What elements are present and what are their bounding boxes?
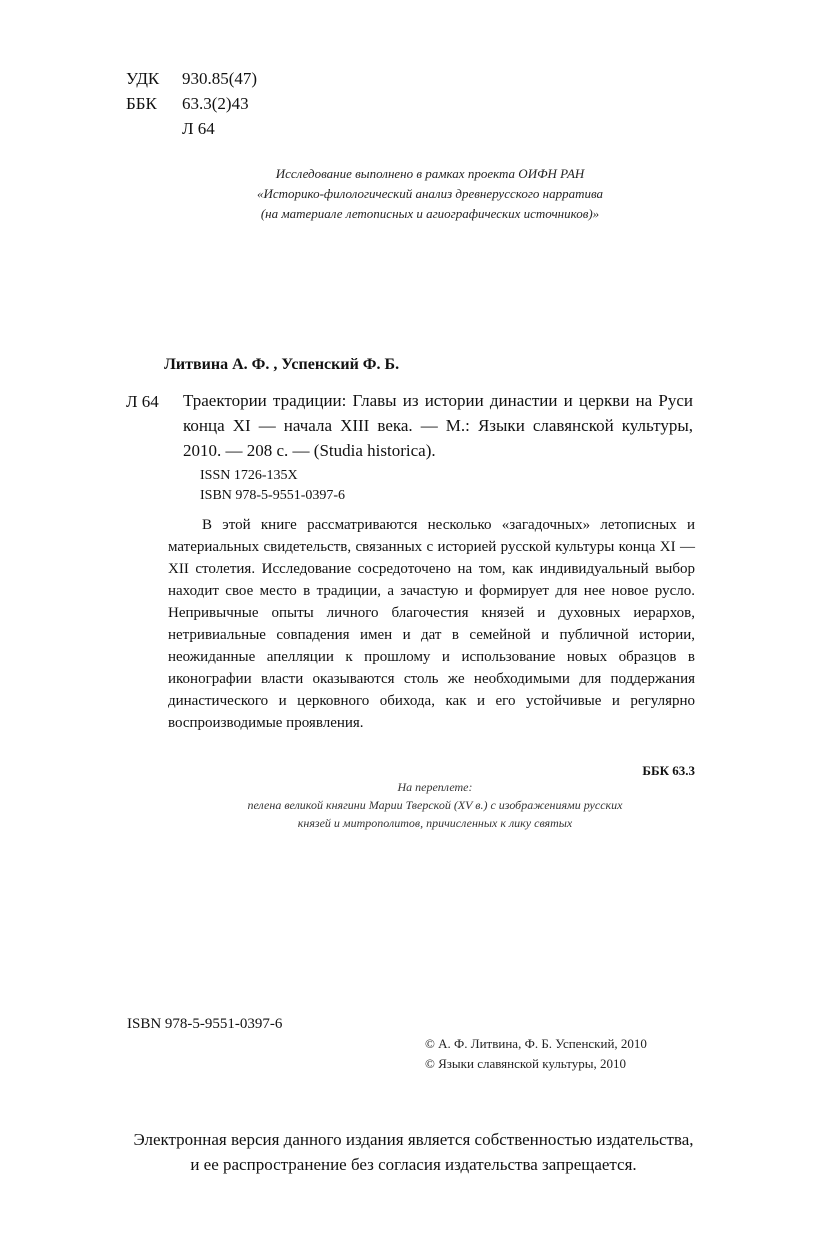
isbn: ISBN 978-5-9551-0397-6	[200, 488, 346, 503]
project-note	[200, 164, 660, 224]
copyright-line: © Языки славянской культуры, 2010	[425, 1056, 626, 1071]
project-note-line: (на материале летописных и агиографических источников)»	[260, 206, 600, 221]
isbn-bottom: ISBN 978-5-9551-0397-6	[127, 1016, 283, 1032]
udk-row	[126, 66, 257, 91]
udk-label: УДК	[126, 69, 160, 88]
bbk-value: 63.3(2)43	[182, 94, 249, 113]
entry-author-mark: Л 64	[126, 392, 159, 411]
annotation-bbk: ББК 63.3	[642, 763, 695, 778]
bbk-label: ББК	[126, 94, 157, 113]
annotation-paragraph: В этой книге рассматриваются несколько «загадочных» летописных и материальных свидетельств, связанных с историей русской культуры конца XI — XII столетия. Исследование сосредоточено на том, как индивидуальный выбор находит свое место в традиции, а зачастую и формирует для нее новое русло. Непривычные опыты личного благочестия князей и духовных иерархов, нетривиальные совпадения имен и дат в семейной и публичной истории, неожиданные апелляции к прошлому и использование новых образцов в иконографии власти оказываются столь же необходимыми для поддержания династического и церковного обихода, как и его устойчивые и регулярно воспроизводимые проявления.	[168, 517, 695, 731]
bibliographic-entry: Траектории традиции: Главы из истории династии и церкви на Руси конца XI — начала XIII века. — М.: Языки славянской культуры, 2010. — 208 с. — (Studia historica).	[183, 391, 693, 460]
cover-note-line: пелена великой княгини Марии Тверской (XV в.) с изображениями русских	[247, 798, 623, 812]
issn: ISSN 1726-135X	[200, 468, 298, 483]
classification-codes	[126, 66, 257, 141]
bbk-row	[126, 91, 257, 116]
electronic-version-notice	[60, 1127, 767, 1177]
project-note-line: «Историко-филологический анализ древнерусского нарратива	[256, 186, 604, 201]
project-note-line: Исследование выполнено в рамках проекта ОИФН РАН	[275, 166, 585, 181]
copyright-line: © А. Ф. Литвина, Ф. Б. Успенский, 2010	[425, 1036, 647, 1051]
notice-line: и ее распространение без согласия издательства запрещается.	[190, 1155, 637, 1174]
copyright-block	[425, 1034, 647, 1074]
cover-note	[170, 778, 700, 832]
authors-heading: Литвина А. Ф. , Успенский Ф. Б.	[164, 356, 400, 373]
cover-note-heading: На переплете:	[397, 780, 473, 794]
author-mark: Л 64	[182, 119, 215, 138]
identifiers-block	[200, 466, 345, 506]
cover-note-line: князей и митрополитов, причисленных к лику святых	[297, 816, 573, 830]
notice-line: Электронная версия данного издания является собственностью издательства,	[133, 1130, 694, 1149]
udk-value: 930.85(47)	[182, 69, 258, 88]
